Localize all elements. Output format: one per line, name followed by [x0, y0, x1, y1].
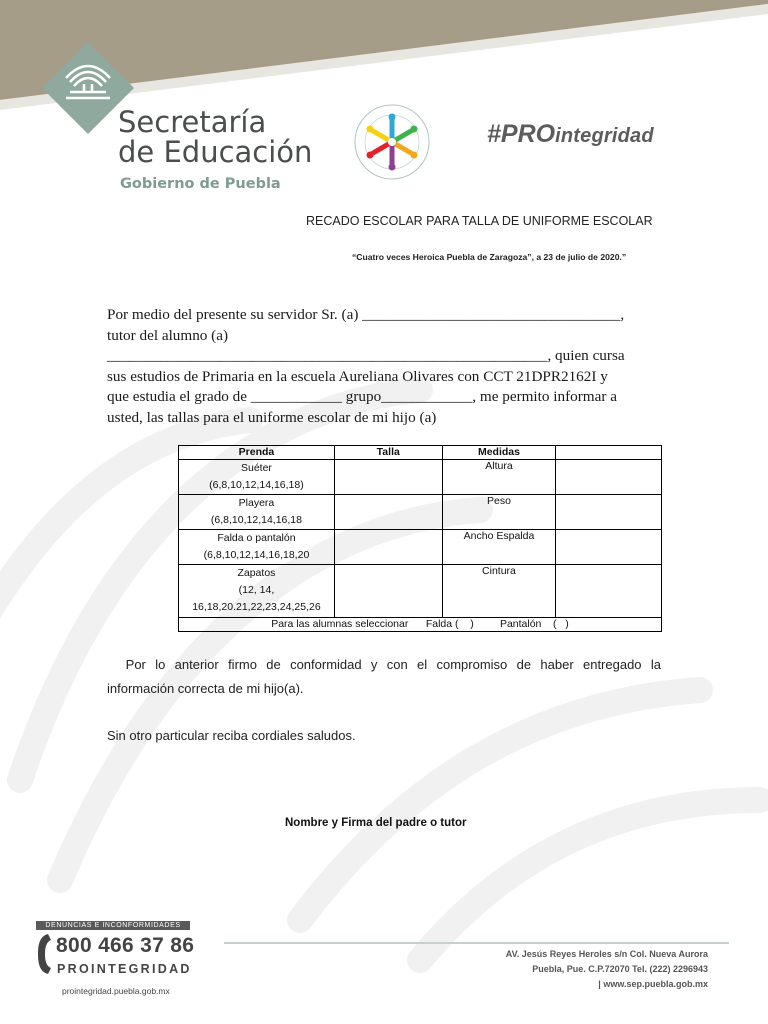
talla-input-cell[interactable] [334, 495, 442, 530]
org-name-line2: de Educación [118, 135, 313, 169]
prenda-cell [179, 495, 335, 530]
prenda-name: Playera [238, 497, 275, 509]
prenda-cell [179, 460, 335, 495]
prenda-cell [179, 565, 335, 618]
header-talla: Talla [334, 446, 442, 460]
talla-input-cell[interactable] [334, 460, 442, 495]
equality-seal-icon [352, 102, 432, 182]
medida-input-cell[interactable] [556, 460, 662, 495]
medida-input-cell[interactable] [556, 530, 662, 565]
body-line: __________________________________________________________, quien cursa [107, 347, 625, 364]
para-line [107, 653, 661, 677]
complaints-label: DENUNCIAS E INCONFORMIDADES [36, 921, 190, 930]
prenda-name: Zapatos [237, 567, 276, 579]
footer-divider [224, 942, 729, 944]
prenda-name: Suéter [240, 462, 272, 474]
header-medidas: Medidas [442, 446, 556, 460]
table-row [179, 460, 662, 495]
medida-label: Cintura [442, 565, 556, 618]
prenda-sizes: (12, 14, [238, 584, 275, 596]
phone-number[interactable]: 800 466 37 86 [56, 934, 195, 957]
table-row [179, 565, 662, 618]
government-name: Gobierno de Puebla [120, 176, 281, 192]
header-blank [556, 446, 662, 460]
medida-label: Ancho Espalda [442, 530, 556, 565]
document-title: RECADO ESCOLAR PARA TALLA DE UNIFORME ESCOLAR [306, 214, 653, 228]
prenda-cell [179, 530, 335, 565]
phone-icon [36, 932, 54, 976]
body-line: Por medio del presente su servidor Sr. (a) __________________________________, [107, 306, 625, 323]
program-website-link[interactable]: prointegridad.puebla.gob.mx [62, 986, 170, 996]
body-line: tutor del alumno (a) [107, 326, 229, 344]
address-line1: AV. Jesús Reyes Heroles s/n Col. Nueva Aurora [505, 949, 708, 959]
medida-label: Altura [442, 460, 556, 495]
table-row [179, 495, 662, 530]
para-line: información correcta de mi hijo(a). [107, 681, 304, 696]
body-line: sus estudios de Primaria en la escuela Aureliana Olivares con CCT 21DPR2162I y [107, 367, 608, 385]
medida-label: Peso [442, 495, 556, 530]
header-prenda: Prenda [179, 446, 335, 460]
prenda-sizes: (6,8,10,12,14,16,18) [209, 479, 304, 491]
prenda-name: Falda o pantalón [217, 532, 296, 544]
talla-input-cell[interactable] [334, 530, 442, 565]
table-header-row [179, 446, 662, 460]
body-line: que estudia el grado de ____________ grupo____________, me permito informar a [107, 388, 617, 405]
conformity-paragraph [107, 653, 661, 701]
letter-body [107, 305, 655, 428]
medida-input-cell[interactable] [556, 565, 662, 618]
para-line-text: Por lo anterior firmo de conformidad y con el compromiso de haber entregado la [125, 657, 661, 672]
body-line: usted, las tallas para el uniforme escolar de mi hijo (a) [107, 408, 437, 426]
table-footer-row [179, 618, 662, 632]
org-name-line1: Secretaría [118, 105, 267, 139]
hashtag-integridad: integridad [555, 125, 654, 147]
signature-label: Nombre y Firma del padre o tutor [285, 817, 467, 829]
prenda-sizes: 16,18,20.21,22,23,24,25,26 [192, 601, 321, 613]
falda-pantalon-selection[interactable]: Para las alumnas seleccionar Falda ( ) Pantalón ( ) [179, 618, 662, 632]
prointegridad-hashtag [487, 120, 654, 149]
address-line2: Puebla, Pue. C.P.72070 Tel. (222) 2296943 [532, 964, 708, 974]
sep-website-link[interactable]: | www.sep.puebla.gob.mx [598, 979, 708, 989]
prenda-sizes: (6,8,10,12,14,16,18,20 [203, 549, 310, 561]
table-row [179, 530, 662, 565]
program-name: PROINTEGRIDAD [57, 962, 192, 976]
talla-input-cell[interactable] [334, 565, 442, 618]
complaints-block [36, 921, 195, 996]
uniform-size-table [178, 445, 662, 632]
closing-line: Sin otro particular reciba cordiales saludos. [107, 728, 356, 743]
phone-row [36, 930, 195, 996]
prenda-sizes: (6,8,10,12,14,16,18 [210, 514, 302, 526]
medida-input-cell[interactable] [556, 495, 662, 530]
date-line: “Cuatro veces Heroica Puebla de Zaragoza”, a 23 de julio de 2020.” [352, 252, 627, 262]
hashtag-symbol: # [487, 120, 501, 148]
hashtag-pro: PRO [500, 120, 556, 148]
